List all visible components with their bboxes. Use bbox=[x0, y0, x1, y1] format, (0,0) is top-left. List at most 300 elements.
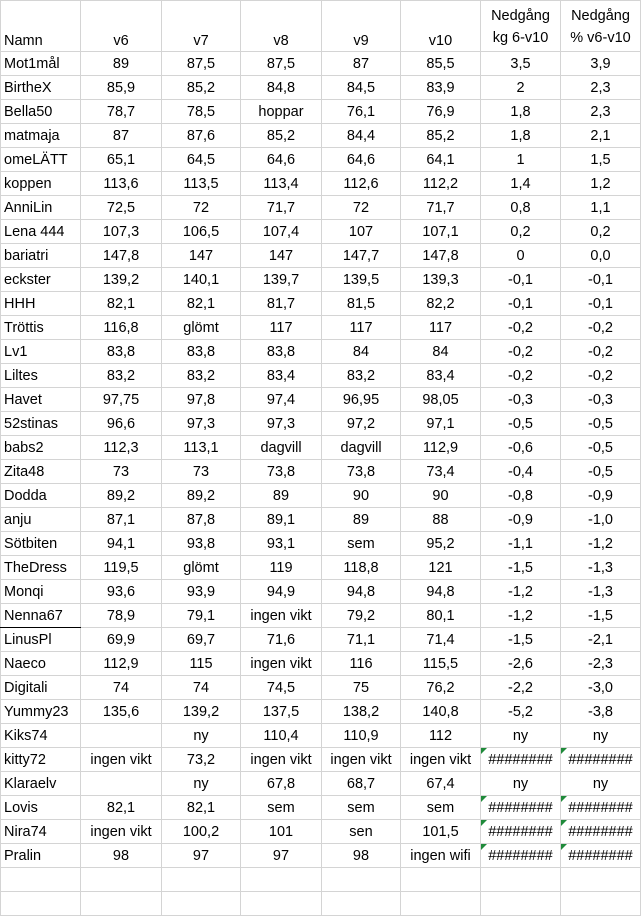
cell-v9[interactable]: 76,1 bbox=[322, 100, 401, 124]
cell-v9[interactable]: 147,7 bbox=[322, 244, 401, 268]
cell-v8[interactable]: 139,7 bbox=[241, 268, 322, 292]
header-cell-loss-pct[interactable]: Nedgång % v6-v10 bbox=[561, 1, 641, 52]
cell-v7[interactable]: 139,2 bbox=[162, 700, 241, 724]
cell-v6[interactable]: 97,75 bbox=[81, 388, 162, 412]
cell-v6[interactable]: ingen vikt bbox=[81, 748, 162, 772]
cell-v8[interactable]: 71,6 bbox=[241, 628, 322, 652]
cell-loss-pct[interactable]: -0,2 bbox=[561, 316, 641, 340]
cell-v8[interactable]: 64,6 bbox=[241, 148, 322, 172]
cell-name[interactable]: TheDress bbox=[1, 556, 81, 580]
cell-v7[interactable]: 97 bbox=[162, 844, 241, 868]
cell-v6[interactable]: 69,9 bbox=[81, 628, 162, 652]
cell-name[interactable]: bariatri bbox=[1, 244, 81, 268]
cell-v7[interactable]: 73 bbox=[162, 460, 241, 484]
cell-v7[interactable]: 79,1 bbox=[162, 604, 241, 628]
cell-v6[interactable] bbox=[81, 892, 162, 916]
cell-loss-pct[interactable] bbox=[561, 844, 641, 868]
cell-name[interactable]: Lovis bbox=[1, 796, 81, 820]
cell-v8[interactable]: ingen vikt bbox=[241, 652, 322, 676]
cell-v8[interactable]: 71,7 bbox=[241, 196, 322, 220]
cell-loss-pct[interactable]: -3,0 bbox=[561, 676, 641, 700]
cell-v8[interactable]: 97 bbox=[241, 844, 322, 868]
cell-v10[interactable]: 71,7 bbox=[401, 196, 481, 220]
cell-v9[interactable] bbox=[322, 868, 401, 892]
cell-loss-kg[interactable]: 0 bbox=[481, 244, 561, 268]
cell-v8[interactable]: 67,8 bbox=[241, 772, 322, 796]
cell-v8[interactable]: 87,5 bbox=[241, 52, 322, 76]
cell-loss-pct[interactable]: -1,3 bbox=[561, 580, 641, 604]
cell-name[interactable]: babs2 bbox=[1, 436, 81, 460]
cell-v6[interactable]: 89 bbox=[81, 52, 162, 76]
cell-v7[interactable]: ny bbox=[162, 724, 241, 748]
cell-v9[interactable]: 97,2 bbox=[322, 412, 401, 436]
cell-v6[interactable]: 119,5 bbox=[81, 556, 162, 580]
cell-v9[interactable]: dagvill bbox=[322, 436, 401, 460]
cell-v8[interactable]: 147 bbox=[241, 244, 322, 268]
cell-v8[interactable]: 113,4 bbox=[241, 172, 322, 196]
cell-v8[interactable]: 89,1 bbox=[241, 508, 322, 532]
cell-v6[interactable]: 135,6 bbox=[81, 700, 162, 724]
cell-v10[interactable]: 112,2 bbox=[401, 172, 481, 196]
cell-v9[interactable]: 73,8 bbox=[322, 460, 401, 484]
cell-v8[interactable]: 107,4 bbox=[241, 220, 322, 244]
cell-loss-kg[interactable]: -2,2 bbox=[481, 676, 561, 700]
cell-loss-pct[interactable]: -0,2 bbox=[561, 340, 641, 364]
cell-v8[interactable]: dagvill bbox=[241, 436, 322, 460]
cell-v9[interactable]: 84,4 bbox=[322, 124, 401, 148]
cell-v7[interactable]: 97,3 bbox=[162, 412, 241, 436]
cell-v8[interactable]: sem bbox=[241, 796, 322, 820]
cell-loss-pct[interactable] bbox=[561, 820, 641, 844]
cell-v8[interactable]: 137,5 bbox=[241, 700, 322, 724]
cell-v10[interactable]: 73,4 bbox=[401, 460, 481, 484]
cell-loss-kg[interactable]: -0,2 bbox=[481, 340, 561, 364]
cell-loss-kg[interactable]: 1,4 bbox=[481, 172, 561, 196]
cell-loss-kg[interactable]: 2 bbox=[481, 76, 561, 100]
cell-v8[interactable]: 94,9 bbox=[241, 580, 322, 604]
cell-v10[interactable]: 71,4 bbox=[401, 628, 481, 652]
cell-loss-pct[interactable]: 3,9 bbox=[561, 52, 641, 76]
cell-name[interactable]: Monqi bbox=[1, 580, 81, 604]
cell-loss-pct[interactable]: -1,2 bbox=[561, 532, 641, 556]
cell-v10[interactable]: 101,5 bbox=[401, 820, 481, 844]
cell-v6[interactable]: 74 bbox=[81, 676, 162, 700]
cell-name[interactable]: LinusPl bbox=[1, 628, 81, 652]
cell-v10[interactable]: 112 bbox=[401, 724, 481, 748]
cell-text: ######## bbox=[568, 823, 633, 840]
cell-loss-kg[interactable]: ny bbox=[481, 724, 561, 748]
cell-v10[interactable]: 121 bbox=[401, 556, 481, 580]
cell-v7[interactable]: 78,5 bbox=[162, 100, 241, 124]
cell-v8[interactable]: 117 bbox=[241, 316, 322, 340]
cell-v8[interactable]: 83,4 bbox=[241, 364, 322, 388]
cell-v8[interactable] bbox=[241, 868, 322, 892]
cell-loss-kg[interactable]: -0,1 bbox=[481, 292, 561, 316]
cell-v8[interactable] bbox=[241, 892, 322, 916]
cell-v7[interactable]: 64,5 bbox=[162, 148, 241, 172]
cell-loss-kg[interactable]: 3,5 bbox=[481, 52, 561, 76]
cell-v6[interactable]: 139,2 bbox=[81, 268, 162, 292]
cell-v6[interactable]: 78,7 bbox=[81, 100, 162, 124]
cell-v9[interactable]: sem bbox=[322, 796, 401, 820]
cell-v6[interactable]: 83,2 bbox=[81, 364, 162, 388]
cell-v8[interactable]: 84,8 bbox=[241, 76, 322, 100]
cell-loss-pct[interactable] bbox=[561, 868, 641, 892]
cell-loss-kg[interactable]: 1,8 bbox=[481, 124, 561, 148]
cell-v8[interactable]: 74,5 bbox=[241, 676, 322, 700]
cell-name[interactable]: Havet bbox=[1, 388, 81, 412]
header-cell-v10[interactable]: v10 bbox=[401, 1, 481, 52]
cell-v9[interactable]: 96,95 bbox=[322, 388, 401, 412]
cell-v6[interactable]: 107,3 bbox=[81, 220, 162, 244]
cell-v8[interactable]: ingen vikt bbox=[241, 748, 322, 772]
cell-v7[interactable]: 83,2 bbox=[162, 364, 241, 388]
cell-v10[interactable]: 117 bbox=[401, 316, 481, 340]
cell-v9[interactable]: 89 bbox=[322, 508, 401, 532]
cell-loss-kg[interactable]: -1,2 bbox=[481, 580, 561, 604]
cell-v9[interactable] bbox=[322, 892, 401, 916]
cell-v10[interactable]: 83,9 bbox=[401, 76, 481, 100]
cell-v8[interactable]: 89 bbox=[241, 484, 322, 508]
cell-v7[interactable]: 74 bbox=[162, 676, 241, 700]
cell-v8[interactable]: 93,1 bbox=[241, 532, 322, 556]
cell-loss-pct[interactable]: -0,1 bbox=[561, 292, 641, 316]
cell-v10[interactable]: 140,8 bbox=[401, 700, 481, 724]
cell-loss-pct[interactable]: 1,2 bbox=[561, 172, 641, 196]
cell-name[interactable]: Tröttis bbox=[1, 316, 81, 340]
cell-v9[interactable]: sen bbox=[322, 820, 401, 844]
cell-loss-kg[interactable]: -1,5 bbox=[481, 556, 561, 580]
cell-v10[interactable]: 112,9 bbox=[401, 436, 481, 460]
cell-loss-pct[interactable]: -1,5 bbox=[561, 604, 641, 628]
cell-loss-pct[interactable]: -0,5 bbox=[561, 436, 641, 460]
cell-loss-pct[interactable]: -0,2 bbox=[561, 364, 641, 388]
cell-name[interactable]: Nenna67 bbox=[1, 604, 81, 628]
cell-v10[interactable]: 90 bbox=[401, 484, 481, 508]
cell-loss-pct[interactable]: 2,3 bbox=[561, 100, 641, 124]
cell-loss-kg[interactable]: -1,5 bbox=[481, 628, 561, 652]
cell-v9[interactable]: 116 bbox=[322, 652, 401, 676]
cell-loss-pct[interactable]: 0,2 bbox=[561, 220, 641, 244]
cell-v9[interactable]: 84,5 bbox=[322, 76, 401, 100]
cell-v10[interactable]: 84 bbox=[401, 340, 481, 364]
cell-loss-pct[interactable]: -0,9 bbox=[561, 484, 641, 508]
cell-loss-kg[interactable]: ny bbox=[481, 772, 561, 796]
cell-name[interactable]: koppen bbox=[1, 172, 81, 196]
cell-v6[interactable]: 113,6 bbox=[81, 172, 162, 196]
cell-v9[interactable]: 81,5 bbox=[322, 292, 401, 316]
cell-v6[interactable] bbox=[81, 868, 162, 892]
cell-name[interactable]: Nira74 bbox=[1, 820, 81, 844]
cell-name[interactable]: Dodda bbox=[1, 484, 81, 508]
cell-v7[interactable]: 87,6 bbox=[162, 124, 241, 148]
cell-v9[interactable]: 87 bbox=[322, 52, 401, 76]
cell-v10[interactable]: 94,8 bbox=[401, 580, 481, 604]
cell-v10[interactable]: 98,05 bbox=[401, 388, 481, 412]
cell-v9[interactable]: 107 bbox=[322, 220, 401, 244]
cell-v10[interactable]: 80,1 bbox=[401, 604, 481, 628]
header-cell-v6[interactable]: v6 bbox=[81, 1, 162, 52]
cell-loss-pct[interactable]: 2,3 bbox=[561, 76, 641, 100]
cell-v8[interactable]: 97,3 bbox=[241, 412, 322, 436]
cell-v6[interactable]: 89,2 bbox=[81, 484, 162, 508]
cell-v6[interactable]: 96,6 bbox=[81, 412, 162, 436]
cell-v8[interactable]: 85,2 bbox=[241, 124, 322, 148]
cell-loss-pct[interactable]: -3,8 bbox=[561, 700, 641, 724]
cell-v7[interactable]: 140,1 bbox=[162, 268, 241, 292]
cell-v10[interactable]: ingen vikt bbox=[401, 748, 481, 772]
cell-v9[interactable]: 79,2 bbox=[322, 604, 401, 628]
cell-loss-kg[interactable]: -0,6 bbox=[481, 436, 561, 460]
cell-v6[interactable]: 82,1 bbox=[81, 796, 162, 820]
cell-v6[interactable]: 83,8 bbox=[81, 340, 162, 364]
cell-loss-kg[interactable]: -1,2 bbox=[481, 604, 561, 628]
cell-v6[interactable]: 65,1 bbox=[81, 148, 162, 172]
cell-v7[interactable]: 87,5 bbox=[162, 52, 241, 76]
cell-v9[interactable]: 138,2 bbox=[322, 700, 401, 724]
header-cell-loss-kg[interactable]: Nedgång kg 6-v10 bbox=[481, 1, 561, 52]
cell-v9[interactable]: sem bbox=[322, 532, 401, 556]
cell-v7[interactable]: 113,1 bbox=[162, 436, 241, 460]
cell-v6[interactable]: 87,1 bbox=[81, 508, 162, 532]
cell-v10[interactable]: 88 bbox=[401, 508, 481, 532]
cell-v7[interactable]: 106,5 bbox=[162, 220, 241, 244]
cell-v6[interactable]: 147,8 bbox=[81, 244, 162, 268]
cell-v6[interactable]: 87 bbox=[81, 124, 162, 148]
cell-v7[interactable]: 73,2 bbox=[162, 748, 241, 772]
cell-v8[interactable]: 81,7 bbox=[241, 292, 322, 316]
cell-v9[interactable]: 117 bbox=[322, 316, 401, 340]
cell-loss-pct[interactable]: -0,1 bbox=[561, 268, 641, 292]
error-indicator-icon bbox=[561, 844, 567, 850]
cell-v6[interactable]: 93,6 bbox=[81, 580, 162, 604]
cell-loss-kg[interactable]: -1,1 bbox=[481, 532, 561, 556]
cell-v6[interactable]: 85,9 bbox=[81, 76, 162, 100]
cell-v6[interactable]: 78,9 bbox=[81, 604, 162, 628]
cell-loss-pct[interactable]: -0,3 bbox=[561, 388, 641, 412]
cell-v6[interactable]: 94,1 bbox=[81, 532, 162, 556]
cell-v8[interactable]: 97,4 bbox=[241, 388, 322, 412]
cell-loss-pct[interactable]: -2,3 bbox=[561, 652, 641, 676]
cell-v10[interactable]: 82,2 bbox=[401, 292, 481, 316]
cell-loss-kg[interactable]: 0,2 bbox=[481, 220, 561, 244]
cell-loss-kg[interactable] bbox=[481, 820, 561, 844]
cell-loss-pct[interactable] bbox=[561, 748, 641, 772]
cell-loss-kg[interactable] bbox=[481, 844, 561, 868]
cell-v10[interactable]: 83,4 bbox=[401, 364, 481, 388]
cell-loss-pct[interactable] bbox=[561, 892, 641, 916]
cell-v7[interactable]: 85,2 bbox=[162, 76, 241, 100]
cell-name[interactable]: Kiks74 bbox=[1, 724, 81, 748]
cell-name[interactable]: Mot1mål bbox=[1, 52, 81, 76]
cell-v9[interactable]: 83,2 bbox=[322, 364, 401, 388]
cell-v7[interactable]: 93,9 bbox=[162, 580, 241, 604]
cell-name[interactable] bbox=[1, 868, 81, 892]
cell-loss-kg[interactable]: -5,2 bbox=[481, 700, 561, 724]
cell-v9[interactable]: 64,6 bbox=[322, 148, 401, 172]
cell-v6[interactable]: 82,1 bbox=[81, 292, 162, 316]
cell-loss-pct[interactable]: -1,3 bbox=[561, 556, 641, 580]
table-row bbox=[1, 460, 641, 484]
cell-v10[interactable] bbox=[401, 892, 481, 916]
cell-name[interactable]: Lena 444 bbox=[1, 220, 81, 244]
cell-v6[interactable]: 98 bbox=[81, 844, 162, 868]
cell-name[interactable]: eckster bbox=[1, 268, 81, 292]
cell-name[interactable]: Pralin bbox=[1, 844, 81, 868]
cell-name[interactable]: Naeco bbox=[1, 652, 81, 676]
cell-loss-kg[interactable] bbox=[481, 796, 561, 820]
cell-v10[interactable]: sem bbox=[401, 796, 481, 820]
cell-v7[interactable]: 97,8 bbox=[162, 388, 241, 412]
cell-v7[interactable]: 82,1 bbox=[162, 292, 241, 316]
cell-v9[interactable]: 75 bbox=[322, 676, 401, 700]
cell-loss-pct[interactable]: -0,5 bbox=[561, 460, 641, 484]
cell-loss-pct[interactable]: 1,5 bbox=[561, 148, 641, 172]
cell-loss-kg[interactable]: 1 bbox=[481, 148, 561, 172]
header-cell-v7[interactable]: v7 bbox=[162, 1, 241, 52]
cell-v10[interactable]: 115,5 bbox=[401, 652, 481, 676]
cell-v8[interactable]: 119 bbox=[241, 556, 322, 580]
header-cell-name[interactable]: Namn bbox=[1, 1, 81, 52]
cell-loss-kg[interactable]: 1,8 bbox=[481, 100, 561, 124]
cell-v7[interactable]: 83,8 bbox=[162, 340, 241, 364]
cell-loss-pct[interactable]: -2,1 bbox=[561, 628, 641, 652]
cell-v7[interactable]: glömt bbox=[162, 316, 241, 340]
cell-name[interactable]: Yummy23 bbox=[1, 700, 81, 724]
cell-v6[interactable]: 73 bbox=[81, 460, 162, 484]
cell-v7[interactable]: 113,5 bbox=[162, 172, 241, 196]
cell-name[interactable]: Liltes bbox=[1, 364, 81, 388]
cell-loss-kg[interactable]: -0,1 bbox=[481, 268, 561, 292]
cell-loss-pct[interactable] bbox=[561, 796, 641, 820]
cell-v10[interactable]: 67,4 bbox=[401, 772, 481, 796]
cell-loss-pct[interactable]: 0,0 bbox=[561, 244, 641, 268]
cell-v9[interactable]: 110,9 bbox=[322, 724, 401, 748]
cell-loss-kg[interactable] bbox=[481, 748, 561, 772]
cell-v9[interactable]: 90 bbox=[322, 484, 401, 508]
cell-loss-kg[interactable]: -0,3 bbox=[481, 388, 561, 412]
cell-loss-pct[interactable]: ny bbox=[561, 724, 641, 748]
cell-v10[interactable]: 95,2 bbox=[401, 532, 481, 556]
cell-v10[interactable]: 64,1 bbox=[401, 148, 481, 172]
cell-loss-pct[interactable]: 1,1 bbox=[561, 196, 641, 220]
cell-name[interactable]: anju bbox=[1, 508, 81, 532]
cell-name[interactable]: omeLÄTT bbox=[1, 148, 81, 172]
cell-loss-kg[interactable]: -0,4 bbox=[481, 460, 561, 484]
cell-v6[interactable] bbox=[81, 772, 162, 796]
cell-v9[interactable]: 71,1 bbox=[322, 628, 401, 652]
cell-loss-pct[interactable]: -0,5 bbox=[561, 412, 641, 436]
cell-v8[interactable]: 73,8 bbox=[241, 460, 322, 484]
cell-v8[interactable]: 101 bbox=[241, 820, 322, 844]
cell-loss-pct[interactable]: -1,0 bbox=[561, 508, 641, 532]
cell-name[interactable]: HHH bbox=[1, 292, 81, 316]
cell-v9[interactable]: 68,7 bbox=[322, 772, 401, 796]
cell-name[interactable]: kitty72 bbox=[1, 748, 81, 772]
cell-v9[interactable]: 118,8 bbox=[322, 556, 401, 580]
cell-loss-kg[interactable]: -0,2 bbox=[481, 364, 561, 388]
header-cell-v9[interactable]: v9 bbox=[322, 1, 401, 52]
cell-loss-kg[interactable]: -0,8 bbox=[481, 484, 561, 508]
cell-name[interactable] bbox=[1, 892, 81, 916]
cell-name[interactable]: Zita48 bbox=[1, 460, 81, 484]
cell-v7[interactable]: glömt bbox=[162, 556, 241, 580]
cell-loss-kg[interactable] bbox=[481, 892, 561, 916]
cell-v7[interactable]: 89,2 bbox=[162, 484, 241, 508]
cell-v7[interactable]: 69,7 bbox=[162, 628, 241, 652]
cell-name[interactable]: 52stinas bbox=[1, 412, 81, 436]
cell-v8[interactable]: 83,8 bbox=[241, 340, 322, 364]
cell-v7[interactable] bbox=[162, 892, 241, 916]
cell-v8[interactable]: 110,4 bbox=[241, 724, 322, 748]
cell-name[interactable]: Digitali bbox=[1, 676, 81, 700]
cell-v9[interactable]: 94,8 bbox=[322, 580, 401, 604]
cell-v10[interactable]: ingen wifi bbox=[401, 844, 481, 868]
cell-name[interactable]: Sötbiten bbox=[1, 532, 81, 556]
cell-v7[interactable]: 87,8 bbox=[162, 508, 241, 532]
cell-v6[interactable]: ingen vikt bbox=[81, 820, 162, 844]
cell-loss-kg[interactable]: -2,6 bbox=[481, 652, 561, 676]
cell-name[interactable]: Klaraelv bbox=[1, 772, 81, 796]
cell-v9[interactable]: 98 bbox=[322, 844, 401, 868]
cell-v8[interactable]: hoppar bbox=[241, 100, 322, 124]
cell-name[interactable]: BirtheX bbox=[1, 76, 81, 100]
cell-v10[interactable]: 76,2 bbox=[401, 676, 481, 700]
cell-v10[interactable]: 85,2 bbox=[401, 124, 481, 148]
error-indicator-icon bbox=[481, 820, 487, 826]
cell-name[interactable]: Bella50 bbox=[1, 100, 81, 124]
header-cell-v8[interactable]: v8 bbox=[241, 1, 322, 52]
cell-loss-kg[interactable]: -0,5 bbox=[481, 412, 561, 436]
cell-v7[interactable]: ny bbox=[162, 772, 241, 796]
cell-v6[interactable]: 116,8 bbox=[81, 316, 162, 340]
cell-v9[interactable]: 112,6 bbox=[322, 172, 401, 196]
cell-name[interactable]: Lv1 bbox=[1, 340, 81, 364]
cell-v7[interactable]: 100,2 bbox=[162, 820, 241, 844]
cell-v9[interactable]: ingen vikt bbox=[322, 748, 401, 772]
cell-v7[interactable]: 93,8 bbox=[162, 532, 241, 556]
cell-v6[interactable]: 112,3 bbox=[81, 436, 162, 460]
cell-v8[interactable]: ingen vikt bbox=[241, 604, 322, 628]
cell-v10[interactable]: 147,8 bbox=[401, 244, 481, 268]
cell-v6[interactable]: 112,9 bbox=[81, 652, 162, 676]
cell-v6[interactable]: 72,5 bbox=[81, 196, 162, 220]
cell-loss-kg[interactable]: -0,9 bbox=[481, 508, 561, 532]
cell-loss-kg[interactable]: -0,2 bbox=[481, 316, 561, 340]
cell-v9[interactable]: 72 bbox=[322, 196, 401, 220]
cell-name[interactable]: AnniLin bbox=[1, 196, 81, 220]
cell-v6[interactable] bbox=[81, 724, 162, 748]
cell-name[interactable]: matmaja bbox=[1, 124, 81, 148]
cell-v10[interactable]: 97,1 bbox=[401, 412, 481, 436]
cell-loss-pct[interactable]: ny bbox=[561, 772, 641, 796]
cell-v9[interactable]: 139,5 bbox=[322, 268, 401, 292]
cell-v10[interactable]: 107,1 bbox=[401, 220, 481, 244]
cell-v10[interactable]: 139,3 bbox=[401, 268, 481, 292]
cell-v10[interactable]: 85,5 bbox=[401, 52, 481, 76]
cell-loss-pct[interactable]: 2,1 bbox=[561, 124, 641, 148]
cell-v7[interactable]: 72 bbox=[162, 196, 241, 220]
cell-loss-kg[interactable]: 0,8 bbox=[481, 196, 561, 220]
cell-loss-kg[interactable] bbox=[481, 868, 561, 892]
cell-v7[interactable]: 147 bbox=[162, 244, 241, 268]
cell-v9[interactable]: 84 bbox=[322, 340, 401, 364]
cell-v7[interactable] bbox=[162, 868, 241, 892]
cell-v10[interactable]: 76,9 bbox=[401, 100, 481, 124]
cell-v10[interactable] bbox=[401, 868, 481, 892]
cell-v7[interactable]: 115 bbox=[162, 652, 241, 676]
cell-v7[interactable]: 82,1 bbox=[162, 796, 241, 820]
